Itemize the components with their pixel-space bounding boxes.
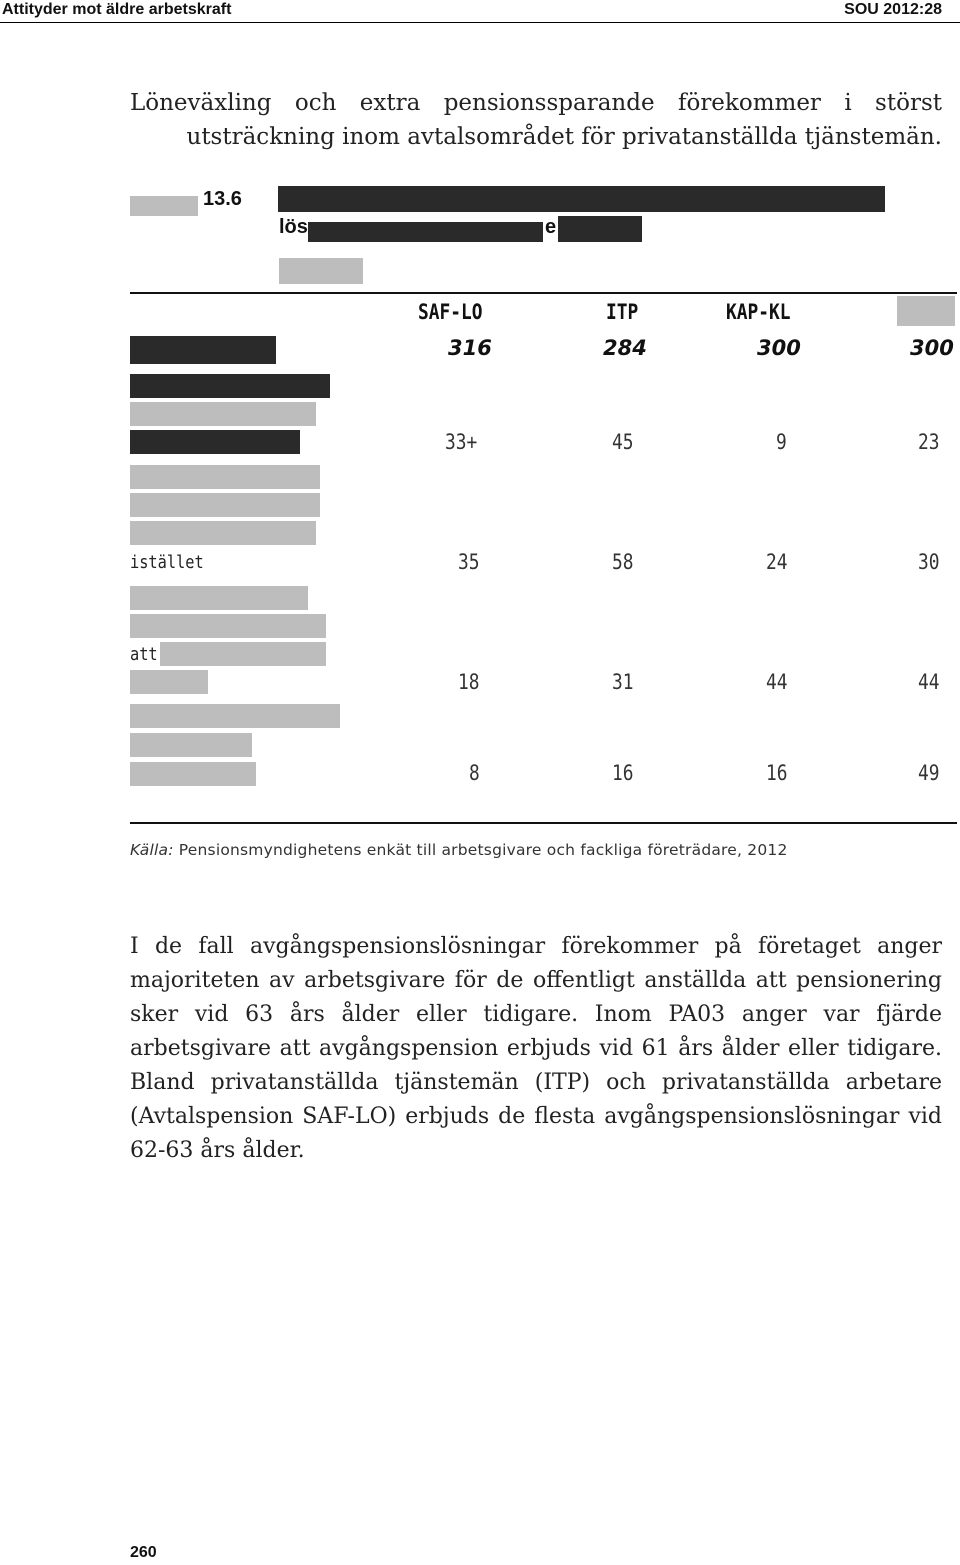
table-cell: 9 (776, 430, 787, 454)
table-cell: 16 (766, 761, 788, 785)
source-text: Pensionsmyndighetens enkät till arbetsgivare och fackliga företrädare, 2012 (173, 841, 788, 859)
table-cell: 24 (766, 550, 788, 574)
table-title-fragment: lös (279, 216, 308, 238)
table-cell: 45 (612, 430, 634, 454)
table-source (130, 841, 788, 859)
redaction-block (897, 296, 955, 326)
count-cell: 300 (757, 336, 801, 360)
count-cell: 284 (603, 336, 647, 360)
table-cell: 8 (469, 761, 480, 785)
document-reference: SOU 2012:28 (844, 1, 942, 18)
redaction-block (558, 216, 642, 242)
redaction-block (130, 762, 256, 786)
redaction-block (130, 733, 252, 757)
page-number: 260 (130, 1544, 157, 1561)
redaction-block (130, 374, 330, 398)
row-label-fragment: istället (130, 552, 204, 573)
redaction-block (130, 614, 326, 638)
table-number: 13.6 (203, 188, 242, 210)
table-bottom-rule (130, 822, 957, 824)
column-header: SAF-LO (418, 300, 483, 324)
table-cell: 58 (612, 550, 634, 574)
redaction-block (278, 186, 885, 212)
redaction-block (160, 642, 326, 666)
redaction-block (130, 336, 276, 364)
table-cell: 49 (918, 761, 940, 785)
redaction-block (279, 258, 363, 284)
table-cell: 44 (918, 670, 940, 694)
redaction-block (130, 586, 308, 610)
table-cell: 16 (612, 761, 634, 785)
redaction-block (130, 430, 300, 454)
page-header (0, 0, 960, 23)
table-title-fragment: e (545, 216, 557, 238)
table-top-rule (130, 292, 957, 294)
redaction-block (130, 670, 208, 694)
redaction-block (130, 196, 198, 216)
redaction-block (130, 402, 316, 426)
count-cell: 316 (448, 336, 492, 360)
row-label-fragment: att (130, 644, 158, 665)
table-cell: 30 (918, 550, 940, 574)
table-cell: 33+ (445, 430, 478, 454)
intro-paragraph: Löneväxling och extra pensionssparande förekommer i störst utsträckning inom avtalsområdet för privatanställda tjänstemän. (130, 90, 942, 150)
redaction-block (130, 465, 320, 489)
column-header: KAP-KL (726, 300, 791, 324)
count-cell: 300 (910, 336, 954, 360)
running-title: Attityder mot äldre arbetskraft (2, 1, 232, 18)
table-cell: 35 (458, 550, 480, 574)
redaction-block (130, 493, 320, 517)
redaction-block (130, 521, 316, 545)
source-label: Källa: (130, 841, 174, 859)
column-header: ITP (606, 300, 639, 324)
table-cell: 31 (612, 670, 634, 694)
redaction-block (130, 704, 340, 728)
table-cell: 23 (918, 430, 940, 454)
table-cell: 18 (458, 670, 480, 694)
table-cell: 44 (766, 670, 788, 694)
body-paragraph: I de fall avgångspensionslösningar förekommer på företaget anger majoriteten av arbetsgivare för de offentligt anställda att pensionering sker vid 63 års ålder eller tidigare. Inom PA03 anger var fjärde arbetsgivare att avgångspension erbjuds vid 61 års ålder eller tidigare. Bland privatanställda tjänstemän (ITP) och privatanställda arbetare (Avtalspension SAF-LO) erbjuds de flesta avgångspensionslösningar vid 62-63 års ålder. (130, 934, 942, 1163)
redaction-block (308, 222, 543, 242)
